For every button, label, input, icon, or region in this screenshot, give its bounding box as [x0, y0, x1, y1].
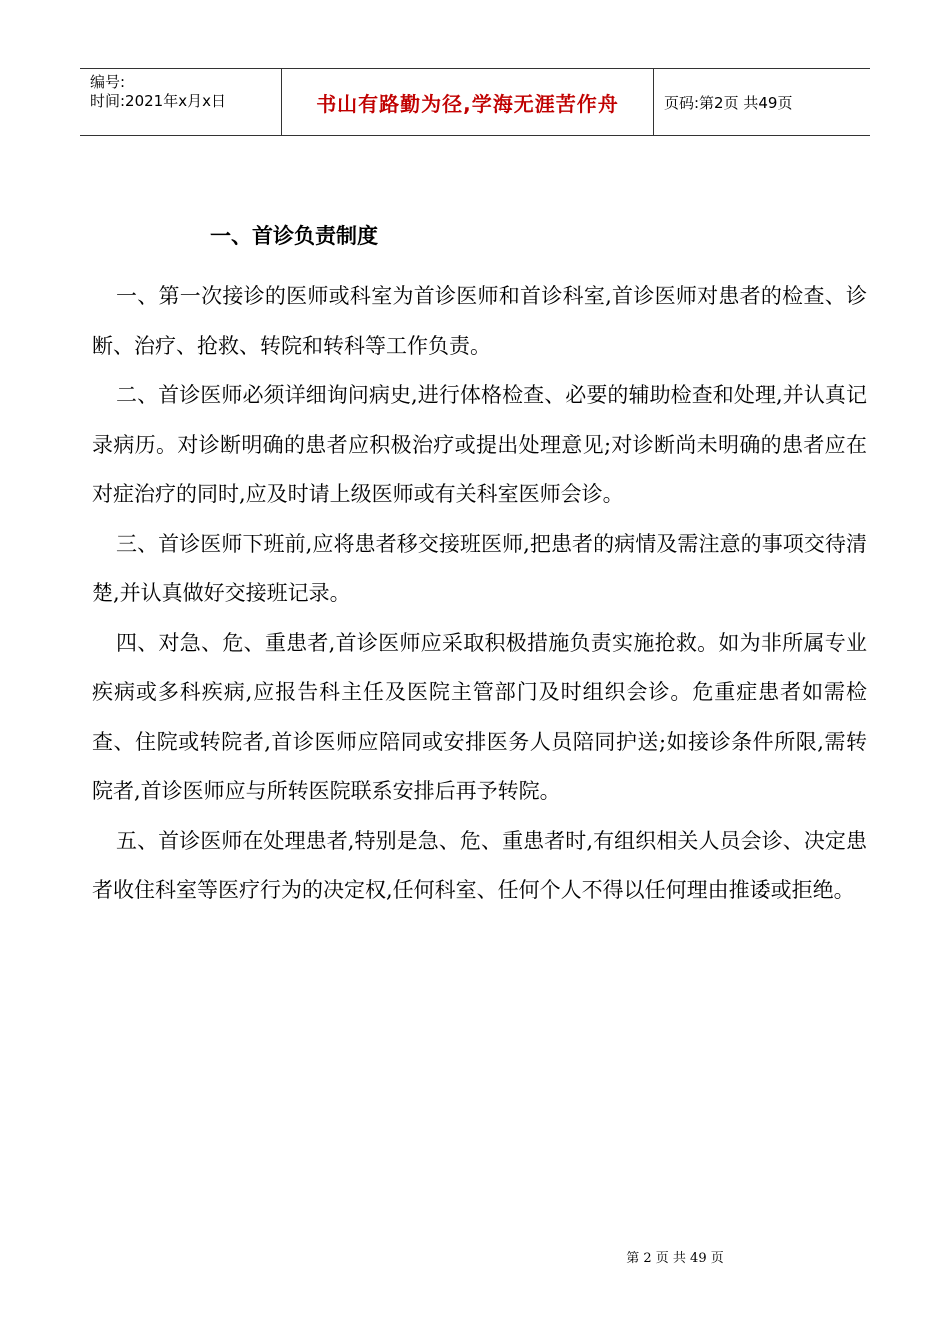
footer-page-number: 第 2 页 共 49 页 — [626, 1251, 724, 1266]
document-header — [80, 68, 870, 136]
section-heading: 一、首诊负责制度 — [210, 224, 378, 248]
header-page-info: 页码:第2页 共49页 — [664, 93, 793, 112]
paragraph-5: 五、首诊医师在处理患者,特别是急、危、重患者时,有组织相关人员会诊、决定患者收住科室等医疗行为的决定权,任何科室、任何个人不得以任何理由推诿或拒绝。 — [92, 828, 867, 902]
paragraph-4: 四、对急、危、重患者,首诊医师应采取积极措施负责实施抢救。如为非所属专业疾病或多科疾病,应报告科主任及医院主管部门及时组织会诊。危重症患者如需检查、住院或转院者,首诊医师应陪同或安排医务人员陪同护送;如接诊条件所限,需转院者,首诊医师应与所转医院联系安排后再予转院。 — [92, 630, 867, 803]
page-footer — [0, 1247, 950, 1266]
document-body — [92, 222, 867, 916]
paragraph-2: 二、首诊医师必须详细询问病史,进行体格检查、必要的辅助检查和处理,并认真记录病历。对诊断明确的患者应积极治疗或提出处理意见;对诊断尚未明确的患者应在对症治疗的同时,应及时请上级医师或有关科室医师会诊。 — [92, 383, 867, 506]
document-date: 时间:2021年x月x日 — [90, 92, 226, 110]
document-number-label: 编号: — [90, 73, 126, 91]
header-meta — [80, 69, 282, 135]
header-motto: 书山有路勤为径,学海无涯苦作舟 — [282, 69, 654, 135]
paragraph-3: 三、首诊医师下班前,应将患者移交接班医师,把患者的病情及需注意的事项交待清楚,并认真做好交接班记录。 — [92, 531, 867, 605]
paragraph-1: 一、第一次接诊的医师或科室为首诊医师和首诊科室,首诊医师对患者的检查、诊断、治疗、抢救、转院和转科等工作负责。 — [92, 284, 867, 358]
